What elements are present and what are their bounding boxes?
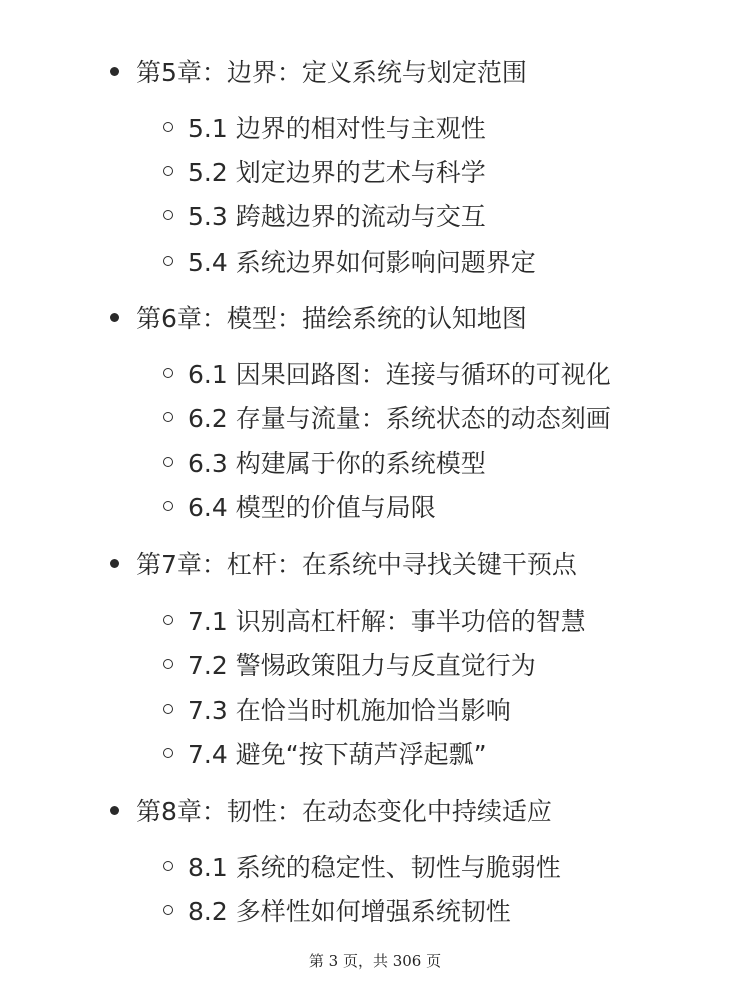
bullet-circle-icon — [163, 457, 173, 467]
bullet-circle-icon — [163, 615, 173, 625]
section-title: 5.4 系统边界如何影响问题界定 — [188, 248, 536, 277]
chapter-title: 第6章：模型：描绘系统的认知地图 — [136, 304, 527, 333]
bullet-circle-icon — [163, 166, 173, 176]
section-title: 8.1 系统的稳定性、韧性与脆弱性 — [188, 853, 561, 882]
bullet-circle-icon — [163, 659, 173, 669]
toc-section-6-4 — [163, 486, 436, 526]
toc-section-5-1 — [163, 107, 486, 147]
section-title: 7.3 在恰当时机施加恰当影响 — [188, 696, 511, 725]
bullet-circle-icon — [163, 861, 173, 871]
bullet-circle-icon — [163, 748, 173, 758]
section-title: 6.3 构建属于你的系统模型 — [188, 449, 486, 478]
section-title: 6.1 因果回路图：连接与循环的可视化 — [188, 360, 611, 389]
bullet-circle-icon — [163, 412, 173, 422]
toc-section-6-2 — [163, 397, 611, 437]
toc-section-7-1 — [163, 600, 586, 640]
toc-chapter-6 — [110, 297, 527, 337]
toc-section-5-3 — [163, 195, 486, 235]
toc-chapter-8 — [110, 790, 552, 830]
bullet-disc-icon — [110, 313, 119, 322]
bullet-disc-icon — [110, 559, 119, 568]
toc-section-7-4 — [163, 733, 487, 773]
toc-section-7-3 — [163, 689, 511, 729]
section-title: 7.2 警惕政策阻力与反直觉行为 — [188, 651, 536, 680]
bullet-circle-icon — [163, 256, 173, 266]
toc-chapter-5 — [110, 51, 527, 91]
toc-section-8-2 — [163, 890, 511, 930]
bullet-circle-icon — [163, 210, 173, 220]
section-title: 5.1 边界的相对性与主观性 — [188, 114, 486, 143]
toc-section-7-2 — [163, 644, 536, 684]
section-title: 6.2 存量与流量：系统状态的动态刻画 — [188, 404, 611, 433]
section-title: 5.3 跨越边界的流动与交互 — [188, 202, 486, 231]
bullet-disc-icon — [110, 67, 119, 76]
bullet-circle-icon — [163, 704, 173, 714]
section-title: 6.4 模型的价值与局限 — [188, 493, 436, 522]
bullet-circle-icon — [163, 501, 173, 511]
page-number-footer: 第 3 页，共 306 页 — [308, 952, 442, 970]
toc-section-5-2 — [163, 151, 486, 191]
chapter-title: 第8章：韧性：在动态变化中持续适应 — [136, 797, 552, 826]
section-title: 8.2 多样性如何增强系统韧性 — [188, 897, 511, 926]
chapter-title: 第5章：边界：定义系统与划定范围 — [136, 58, 527, 87]
section-title: 7.4 避免“按下葫芦浮起瓢” — [188, 740, 487, 769]
toc-section-8-1 — [163, 846, 561, 886]
toc-section-5-4 — [163, 241, 536, 281]
chapter-title: 第7章：杠杆：在系统中寻找关键干预点 — [136, 550, 577, 579]
bullet-circle-icon — [163, 122, 173, 132]
toc-chapter-7 — [110, 543, 577, 583]
bullet-circle-icon — [163, 368, 173, 378]
bullet-circle-icon — [163, 905, 173, 915]
toc-section-6-3 — [163, 442, 486, 482]
toc-section-6-1 — [163, 353, 611, 393]
section-title: 5.2 划定边界的艺术与科学 — [188, 158, 486, 187]
bullet-disc-icon — [110, 806, 119, 815]
section-title: 7.1 识别高杠杆解：事半功倍的智慧 — [188, 607, 586, 636]
